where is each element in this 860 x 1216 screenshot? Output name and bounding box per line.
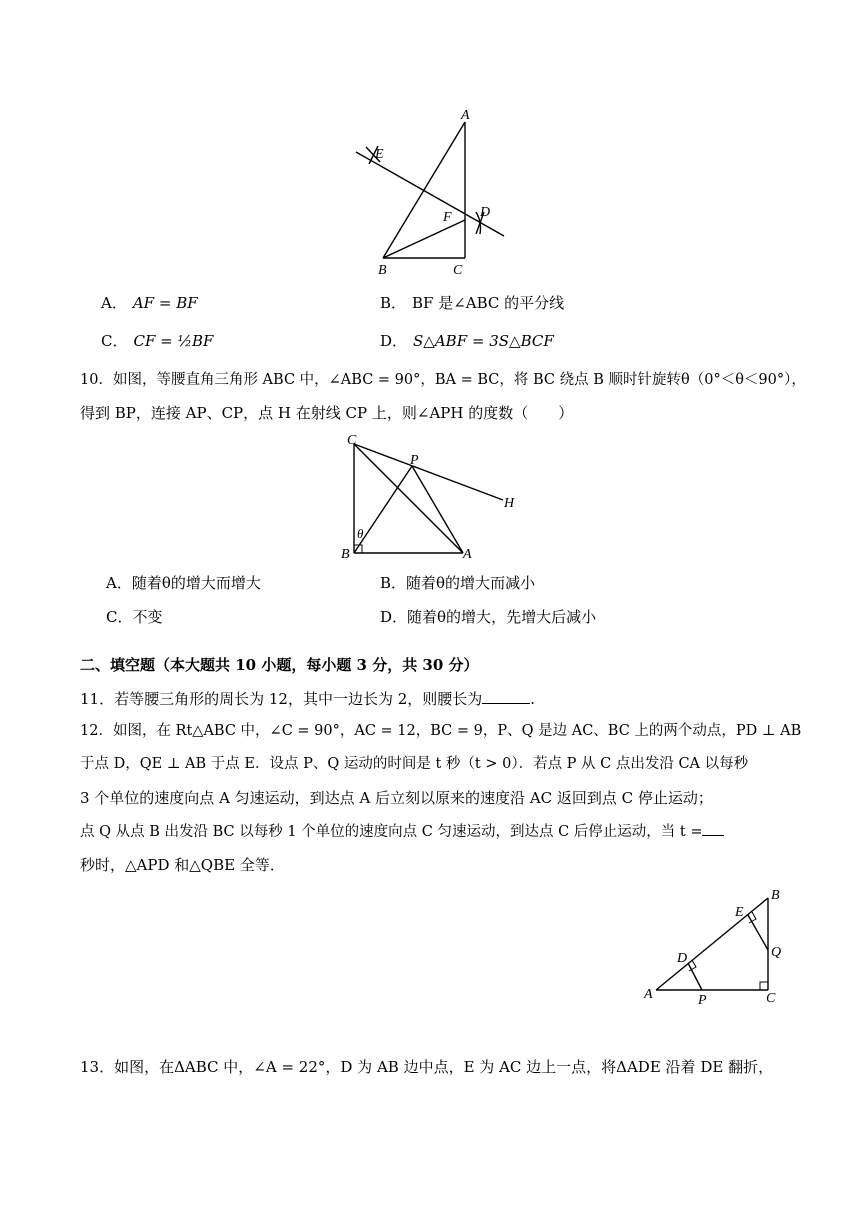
q9-option-b-key: B．	[380, 294, 407, 312]
q11-text: 11．若等腰三角形的周长为 12，其中一边长为 2，则腰长为	[80, 690, 483, 708]
q10-label-P: P	[410, 453, 419, 468]
q12-label-A: A	[644, 987, 653, 1002]
q10-option-d-key: D．	[380, 608, 408, 626]
q12-label-B: B	[771, 888, 780, 903]
q10-label-H: H	[504, 496, 515, 511]
q12-line-2: 于点 D，QE ⊥ AB 于点 E．设点 P、Q 运动的时间是 t 秒（t > 0）．若点 P 从 C 点出发沿 CA 以每秒	[80, 756, 749, 772]
q9-option-d-key: D．	[380, 332, 408, 350]
q11-answer-blank[interactable]	[482, 689, 530, 704]
q12-segment-QE	[748, 915, 768, 950]
q10-label-C: C	[347, 433, 357, 448]
q12-line-4-text: 点 Q 从点 B 出发沿 BC 以每秒 1 个单位的速度向点 C 匀速运动，到达点 C 后停止运动，当 t =	[80, 824, 703, 840]
q10-option-a	[106, 573, 261, 593]
q12-segment-AB	[656, 898, 768, 990]
q12-line-4	[80, 821, 724, 842]
q9-figure	[345, 105, 520, 280]
q10-option-b-text: 随着θ的增大而减小	[406, 574, 536, 592]
q12-label-C: C	[766, 991, 776, 1006]
q12-line-3: 3 个单位的速度向点 A 匀速运动，到达点 A 后立刻以原来的速度沿 AC 返回到点 C 停止运动；	[80, 789, 713, 807]
q11	[80, 689, 535, 709]
q10-figure	[335, 430, 530, 565]
q9-label-C: C	[453, 263, 463, 278]
q10-option-a-text: 随着θ的增大而增大	[131, 574, 261, 592]
q9-option-c-text: CF = ½BF	[133, 332, 214, 350]
q9-segment-BF	[383, 220, 465, 258]
q9-option-c-key: C．	[101, 332, 128, 350]
q12-label-D: D	[677, 951, 688, 966]
q9-option-a-text: AF = BF	[132, 294, 198, 312]
section-2-title: 二、填空题（本大题共 10 小题，每小题 3 分，共 30 分）	[80, 656, 479, 674]
q12-right-angle-C	[760, 982, 768, 990]
q9-option-a-key: A．	[101, 294, 127, 312]
q10-option-c-text: 不变	[132, 608, 163, 626]
q12-line-1: 12．如图，在 Rt△ABC 中，∠C = 90°，AC = 12，BC = 9，P、Q 是边 AC、BC 上的两个动点，PD ⊥ AB	[80, 723, 802, 739]
q12-label-P: P	[698, 993, 707, 1008]
q12-figure	[640, 880, 790, 1010]
q10-option-c-key: C．	[106, 608, 133, 626]
q10-label-theta: θ	[357, 526, 364, 541]
q9-option-a	[101, 293, 198, 313]
q10-line-1: 10．如图，等腰直角三角形 ABC 中，∠ABC = 90°，BA = BC，将 BC 绕点 B 顺时针旋转θ（0°＜θ＜90°），	[80, 372, 806, 388]
q9-option-b	[380, 293, 564, 313]
q9-label-F: F	[443, 210, 452, 225]
q10-label-A: A	[463, 547, 472, 562]
q9-label-D: D	[480, 205, 491, 220]
q10-option-c	[106, 607, 163, 627]
q10-option-b	[380, 573, 535, 593]
q9-line-ED	[356, 152, 504, 236]
q13-line-1: 13．如图，在ΔABC 中，∠A = 22°，D 为 AB 边中点，E 为 AC 边上一点，将ΔADE 沿着 DE 翻折，	[80, 1058, 774, 1076]
q9-label-A: A	[461, 108, 470, 123]
q10-option-b-key: B．	[380, 574, 407, 592]
q12-answer-blank[interactable]	[702, 821, 724, 836]
q12-line-5: 秒时，△APD 和△QBE 全等．	[80, 856, 285, 874]
q10-label-B: B	[341, 547, 350, 562]
q9-option-b-text: BF 是∠ABC 的平分线	[412, 294, 565, 312]
q9-label-E: E	[375, 147, 384, 162]
q10-segment-CA	[354, 444, 463, 553]
q10-option-d-text: 随着θ的增大，先增大后减小	[407, 608, 597, 626]
q12-label-Q: Q	[771, 945, 782, 960]
q10-line-2: 得到 BP，连接 AP、CP，点 H 在射线 CP 上，则∠APH 的度数（ ）	[80, 404, 574, 422]
q10-option-d	[380, 607, 596, 627]
q10-option-a-key: A．	[106, 574, 132, 592]
q9-label-B: B	[378, 263, 387, 278]
q11-end: .	[530, 690, 536, 708]
q9-option-c	[101, 331, 213, 351]
q9-option-d	[380, 331, 554, 351]
q10-ray-CH	[354, 444, 503, 500]
q9-option-d-text: S△ABF = 3S△BCF	[413, 332, 554, 350]
q12-label-E: E	[735, 905, 744, 920]
